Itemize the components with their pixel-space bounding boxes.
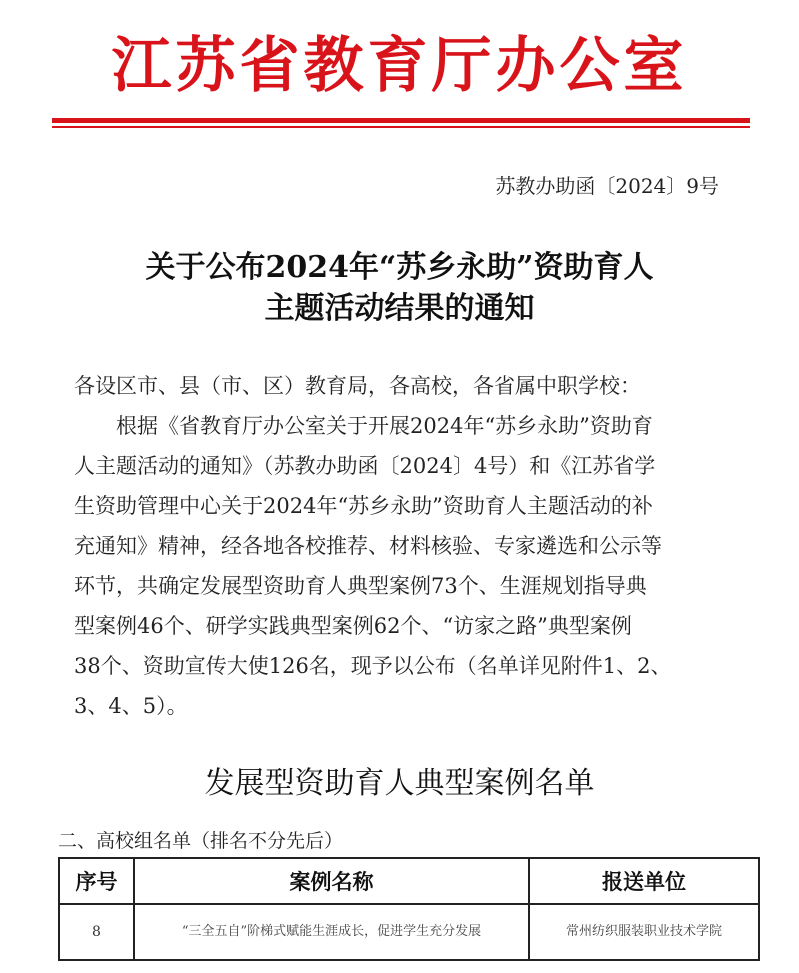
cell-unit: 常州纺织服装职业技术学院 xyxy=(529,904,759,960)
notice-body-line: 3、4、5）。 xyxy=(74,694,188,718)
notice-title-line-2: 主题活动结果的通知 xyxy=(264,291,535,326)
notice-body-line: 人主题活动的通知》（苏教办助函〔2024〕4号）和《江苏省学 xyxy=(74,454,656,478)
org-header-title: 江苏省教育厅办公室 xyxy=(111,31,688,101)
notice-body-line: 环节，共确定发展型资助育人典型案例73个、生涯规划指导典 xyxy=(74,574,647,598)
case-table xyxy=(58,857,760,961)
document-number: 苏教办助函〔2024〕9号 xyxy=(495,174,719,198)
cell-no: 8 xyxy=(59,904,134,960)
notice-body-line: 根据《省教育厅办公室关于开展2024年“苏乡永助”资助育 xyxy=(74,414,653,438)
red-divider-thin xyxy=(52,126,750,128)
table-header-row xyxy=(59,858,759,904)
notice-greeting: 各设区市、县（市、区）教育局，各高校，各省属中职学校： xyxy=(74,374,641,398)
notice-body-line: 38个、资助宣传大使126名，现予以公布（名单详见附件1、2、 xyxy=(74,654,672,678)
attachment-list-title: 发展型资助育人典型案例名单 xyxy=(204,766,595,801)
red-divider-thick xyxy=(52,118,750,123)
notice-body-line: 生资助管理中心关于2024年“苏乡永助”资助育人主题活动的补 xyxy=(74,494,653,518)
notice-body-line: 型案例46个、研学实践典型案例62个、“访家之路”典型案例 xyxy=(74,614,632,638)
cell-case-name: “三全五自”阶梯式赋能生涯成长，促进学生充分发展 xyxy=(134,904,529,960)
group-title: 二、高校组名单（排名不分先后） xyxy=(58,830,344,852)
notice-body-line: 充通知》精神，经各地各校推荐、材料核验、专家遴选和公示等 xyxy=(74,534,662,558)
header-case-name: 案例名称 xyxy=(134,858,529,904)
table-row xyxy=(59,904,759,960)
header-unit: 报送单位 xyxy=(529,858,759,904)
header-no: 序号 xyxy=(59,858,134,904)
notice-title-line-1: 关于公布2024年“苏乡永助”资助育人 xyxy=(145,250,654,285)
